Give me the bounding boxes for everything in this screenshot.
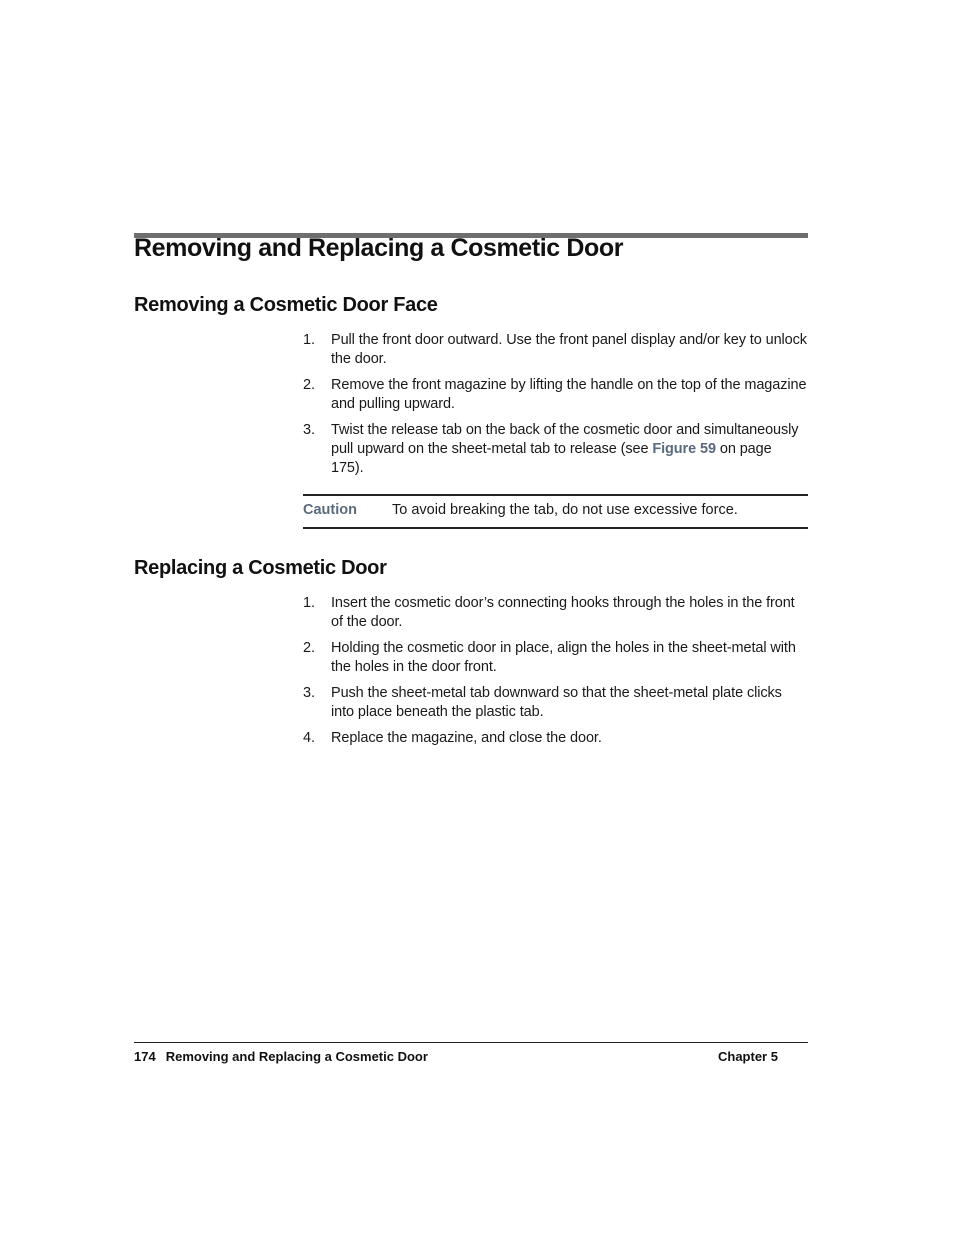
step-text: Pull the front door outward. Use the front panel display and/or key to unlock the door. xyxy=(331,332,807,367)
list-item xyxy=(303,421,808,478)
step-text xyxy=(331,422,798,476)
page-title: Removing and Replacing a Cosmetic Door xyxy=(134,234,624,262)
step-number: 4. xyxy=(303,730,315,746)
section-heading-replacing: Replacing a Cosmetic Door xyxy=(134,557,387,579)
step-text: Insert the cosmetic door’s connecting hooks through the holes in the front of the door. xyxy=(331,595,795,630)
step-number: 3. xyxy=(303,685,315,701)
removal-steps-list xyxy=(303,331,808,485)
footer-section-title: Removing and Replacing a Cosmetic Door xyxy=(165,1049,428,1064)
step-text: Remove the front magazine by lifting the handle on the top of the magazine and pulling upward. xyxy=(331,377,807,412)
caution-box xyxy=(303,494,808,529)
step-text-before-link: Twist the release tab on the back of the cosmetic door and simultaneously pull upward on the sheet-metal tab to release (see xyxy=(331,422,799,457)
step-text: Holding the cosmetic door in place, align the holes in the sheet-metal with the holes in the door front. xyxy=(331,640,796,675)
figure-59-link[interactable]: Figure 59 xyxy=(652,441,716,457)
footer-left xyxy=(134,1049,428,1064)
step-number: 1. xyxy=(303,595,315,611)
caution-label: Caution xyxy=(303,502,357,518)
list-item xyxy=(303,594,808,632)
page-number: 174 xyxy=(134,1049,156,1064)
step-number: 2. xyxy=(303,377,315,393)
caution-text: To avoid breaking the tab, do not use excessive force. xyxy=(392,502,738,518)
section-heading-removing: Removing a Cosmetic Door Face xyxy=(134,294,438,316)
step-number: 3. xyxy=(303,422,315,438)
step-text: Replace the magazine, and close the door. xyxy=(331,730,602,746)
list-item xyxy=(303,376,808,414)
step-text-after-link: on page 175). xyxy=(331,441,772,476)
replacement-steps-list xyxy=(303,594,808,755)
step-text: Push the sheet-metal tab downward so that the sheet-metal plate clicks into place beneath the plastic tab. xyxy=(331,685,782,720)
step-number: 1. xyxy=(303,332,315,348)
list-item xyxy=(303,639,808,677)
footer-rule xyxy=(134,1042,808,1043)
footer-chapter: Chapter 5 xyxy=(718,1049,778,1064)
list-item xyxy=(303,684,808,722)
list-item xyxy=(303,729,808,748)
list-item xyxy=(303,331,808,369)
step-number: 2. xyxy=(303,640,315,656)
